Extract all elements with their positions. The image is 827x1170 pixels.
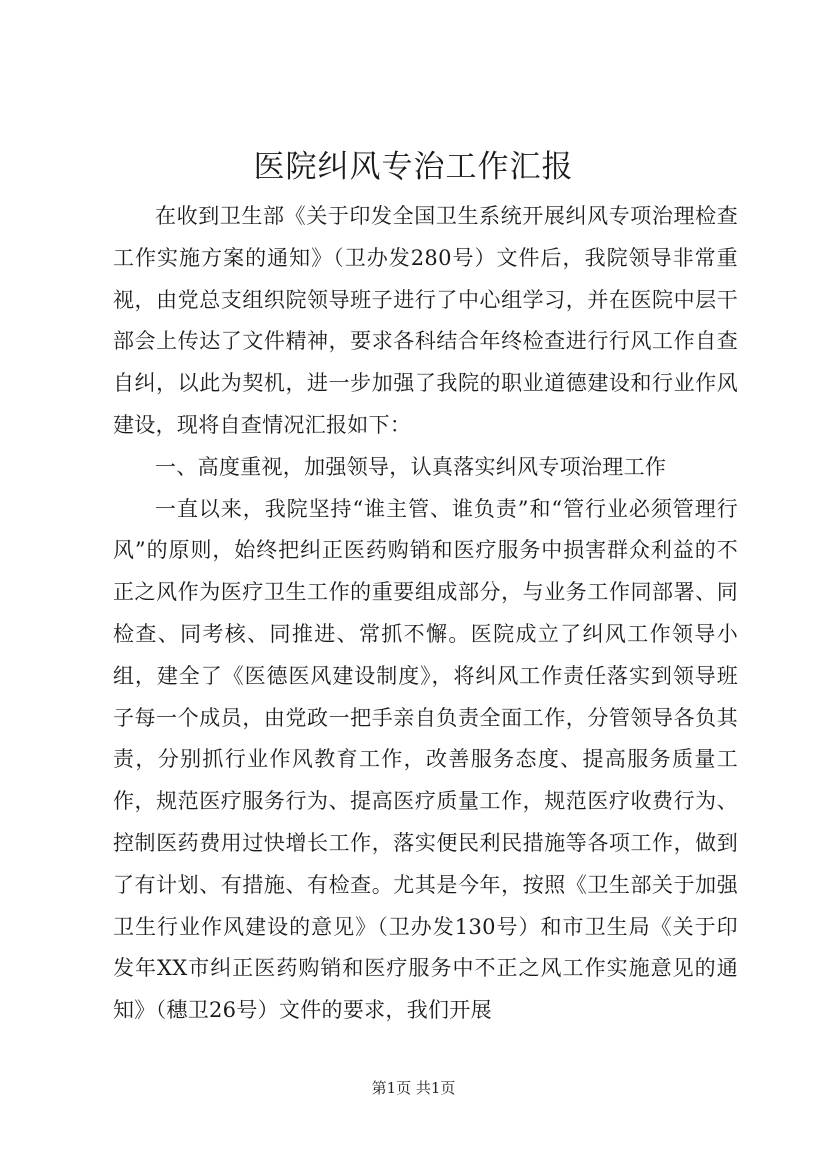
paragraph-section-1: 一直以来，我院坚持“谁主管、谁负责”和“管行业必须管理行风”的原则，始终把纠正医药购销和医疗服务中损害群众利益的不正之风作为医疗卫生工作的重要组成部分，与业务工作同部署、同检查、同考核、同推进、常抓不懈。医院成立了纠风工作领导小组，建全了《医德医风建设制度》，将纠风工作责任落实到领导班子每一个成员，由党政一把手亲自负责全面工作，分管领导各负其责，分别抓行业作风教育工作，改善服务态度、提高服务质量工作，规范医疗服务行为、提高医疗质量工作，规范医疗收费行为、控制医药费用过快增长工作，落实便民利民措施等各项工作，做到了有计划、有措施、有检查。尤其是今年，按照《卫生部关于加强卫生行业作风建设的意见》（卫办发130号）和市卫生局《关于印发年XX市纠正医药购销和医疗服务中不正之风工作实施意见的通知》（穗卫26号）文件的要求，我们开展 [113, 496, 738, 1023]
section-heading-1: 一、高度重视，加强领导，认真落实纠风专项治理工作 [155, 454, 667, 479]
paragraph-intro: 在收到卫生部《关于印发全国卫生系统开展纠风专项治理检查工作实施方案的通知》（卫办发280号）文件后，我院领导非常重视，由党总支组织院领导班子进行了中心组学习，并在医院中层干部会上传达了文件精神，要求各科结合年终检查进行行风工作自查自纠，以此为契机，进一步加强了我院的职业道德建设和行业作风建设，现将自查情况汇报如下： [113, 204, 738, 437]
document-body [113, 196, 738, 1032]
document-title: 医院纠风专治工作汇报 [253, 149, 574, 185]
page-footer: 第1页 共1页 [371, 1079, 456, 1097]
